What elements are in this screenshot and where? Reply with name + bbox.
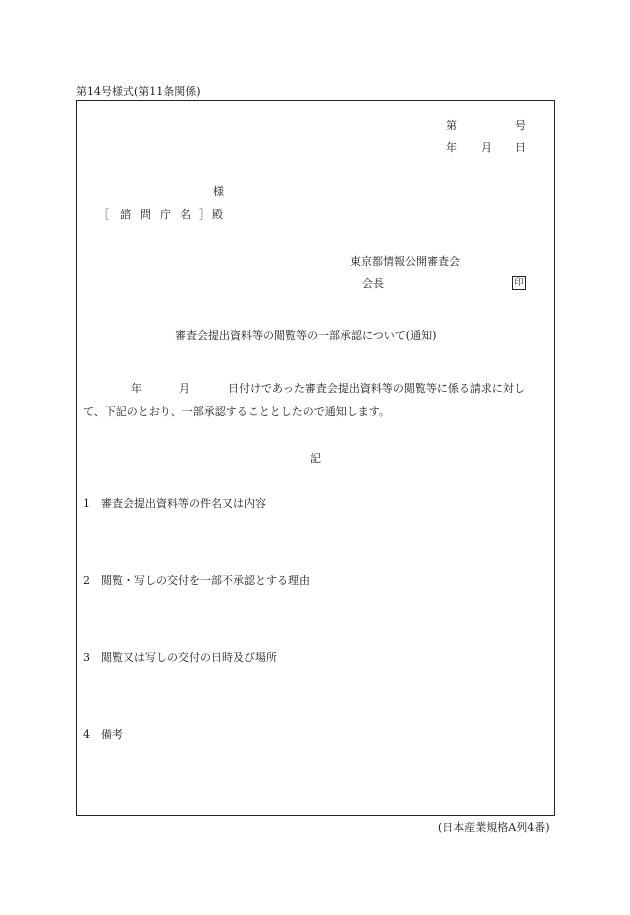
form-number: 第14号様式(第11条関係) (76, 85, 201, 98)
sender-title: 会長 (362, 277, 384, 290)
date-day: 日 (515, 141, 526, 154)
item-1-number: 1 (83, 497, 90, 510)
date-month: 月 (481, 141, 492, 154)
doc-number-suffix: 号 (515, 119, 526, 132)
item-2-label: 閲覧・写しの交付を一部不承認とする理由 (101, 574, 310, 587)
body-month: 月 (179, 382, 190, 395)
ki-heading: 記 (310, 452, 321, 465)
item-2-number: 2 (83, 574, 90, 587)
body-line-1: 日付けであった審査会提出資料等の閲覧等に係る請求に対し (228, 382, 525, 395)
addressee-bracket-close: ］ (199, 208, 210, 221)
item-3-label: 閲覧又は写しの交付の日時及び場所 (101, 651, 277, 664)
sender-organization: 東京都情報公開審査会 (350, 255, 460, 268)
addressee-agency-placeholder: 諮問庁名 (120, 208, 200, 221)
item-1-label: 審査会提出資料等の件名又は内容 (101, 497, 266, 510)
date-year: 年 (446, 141, 457, 154)
item-4-number: 4 (83, 728, 90, 741)
document-title: 審査会提出資料等の閲覧等の一部承認について(通知) (175, 329, 437, 342)
addressee-sama: 様 (213, 185, 224, 198)
item-3-number: 3 (83, 651, 90, 664)
body-line-2: て、下記のとおり、一部承認することとしたので通知します。 (83, 405, 390, 418)
body-year: 年 (131, 382, 142, 395)
seal-mark: 印 (512, 276, 526, 290)
doc-number-prefix: 第 (446, 119, 457, 132)
addressee-bracket-open: ［ (98, 208, 109, 221)
footer-standard: (日本産業規格A列4番) (438, 821, 550, 834)
addressee-dono: 殿 (212, 208, 223, 221)
item-4-label: 備考 (101, 728, 123, 741)
